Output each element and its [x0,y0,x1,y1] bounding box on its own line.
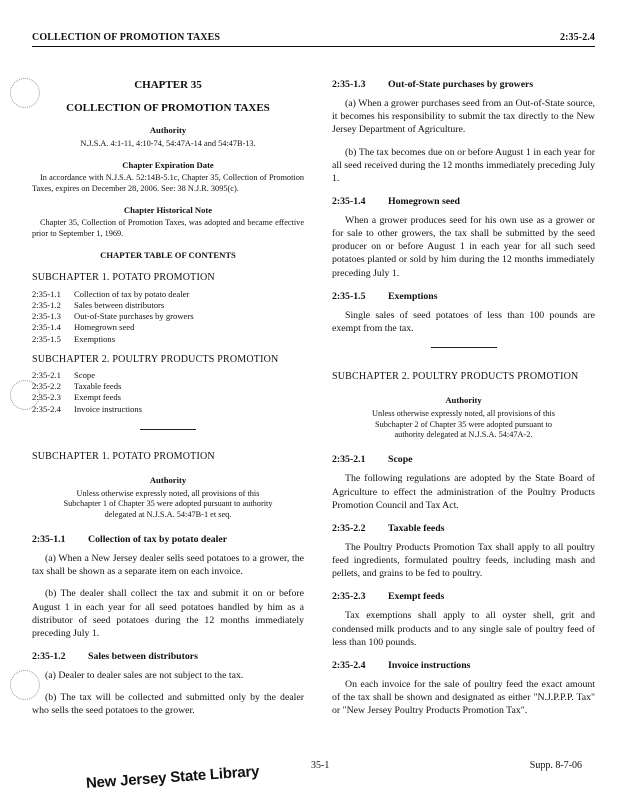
toc-item-title: Exemptions [74,333,116,344]
section-number: 2:35-1.5 [332,290,366,302]
toc-item [32,300,304,311]
supplement-date: Supp. 8-7-06 [529,760,582,771]
toc-item-num: 2:35-2.4 [32,403,61,414]
section-paragraph: (a) Dealer to dealer sales are not subject to the tax. [45,670,244,682]
left-column [32,72,304,726]
toc-item-title: Sales between distributors [74,300,165,310]
section-2-35-2-2 [332,522,595,581]
section-number: 2:35-2.2 [332,522,366,534]
section-number: 2:35-2.1 [332,454,366,466]
expiration-text: In accordance with N.J.S.A. 52:14B-5.1c, Chapter 35, Collection of Promotion Taxes, expires on December 28, 2006. See: 38 N.J.R. 3095(c). [32,173,304,194]
toc-label: CHAPTER TABLE OF CONTENTS [100,249,236,260]
toc-item [32,370,304,381]
section-2-35-1-5 [332,290,595,335]
section-title: Exempt feeds [388,591,445,603]
section-2-35-2-1 [332,453,595,512]
toc-item [32,289,304,300]
section-2-35-2-3 [332,590,595,649]
section-number: 2:35-1.4 [332,195,366,207]
section-title: Invoice instructions [388,659,471,671]
section-title: Out-of-State purchases by growers [388,79,534,90]
section-title: Exemptions [388,290,438,302]
divider [431,347,497,348]
section-paragraph: (a) When a New Jersey dealer sells seed potatoes to a grower, the tax shall be shown as a separate item on each invoice. [32,553,304,578]
toc-subchapter-2 [32,353,304,415]
subchapter-1-authority-label: Authority [149,475,187,486]
toc-item [32,334,304,345]
toc-item [32,404,304,415]
toc-item-title: Scope [74,370,96,381]
toc-item-num: 2:35-2.2 [32,381,61,392]
section-2-35-1-4 [332,195,595,280]
subchapter-2-authority-text: Unless otherwise expressly noted, all provisions of this Subchapter 2 of Chapter 35 were adopted pursuant to authority delegated at N.J.S.A. 54:47A-2. [372,408,555,440]
section-paragraph: (b) The tax will be collected and submitted only by the dealer who sells the seed potatoes to the grower. [32,692,304,717]
section-number: 2:35-2.3 [332,591,366,603]
toc-item [32,392,304,403]
authority-label: Authority [149,125,187,136]
toc-item-num: 2:35-2.1 [32,370,61,381]
section-paragraph: (b) The dealer shall collect the tax and submit it on or before August 1 in each year for all seed potatoes handled by him as a distributor of seed potatoes during the 12 months immediately preceding July 1. [32,588,304,639]
toc-item-num: 2:35-2.3 [32,392,61,403]
toc-item-title: Exempt feeds [74,392,122,403]
running-header-section: 2:35-2.4 [560,32,595,43]
section-title: Scope [388,454,413,466]
toc-item-title: Homegrown seed [74,322,135,333]
section-2-35-1-3 [332,78,595,185]
toc-item-num: 2:35-1.5 [32,333,61,344]
section-paragraph: (b) The tax becomes due on or before August 1 in each year for all seed received during the 12 months immediately preceding July 1. [332,146,595,184]
section-paragraph: When a grower produces seed for his own use as a grower or for sale to other growers, the tax shall be submitted by the seed producer on or before August 1 in each year for all such seed potatoes planted or sold by him during the 12 months immediately preceding July 1. [332,215,595,279]
section-2-35-1-2 [32,650,304,718]
toc-subchapter-heading: SUBCHAPTER 2. POULTRY PRODUCTS PROMOTION [32,353,279,365]
chapter-number: CHAPTER 35 [134,79,202,91]
toc-item-num: 2:35-1.1 [32,288,61,299]
toc-item [32,322,304,333]
toc-item-num: 2:35-1.4 [32,322,61,333]
history-label: Chapter Historical Note [123,204,213,215]
section-number: 2:35-1.2 [32,650,66,662]
section-number: 2:35-1.3 [332,79,366,90]
section-number: 2:35-1.1 [32,534,66,546]
running-header [32,30,595,47]
section-title: Taxable feeds [388,522,445,534]
subchapter-2-authority-label: Authority [445,395,482,406]
chapter-title: COLLECTION OF PROMOTION TAXES [66,101,270,114]
divider [140,429,196,430]
section-paragraph: Tax exemptions shall apply to all oyster shell, grit and condensed milk products and to any single sale of poultry feed of less than 100 pounds. [332,610,595,648]
toc-item-num: 2:35-1.3 [32,311,61,322]
section-paragraph: The following regulations are adopted by the State Board of Agriculture to effect the administration of the Poultry Products Promotion Council and Tax Act. [332,473,595,511]
toc-item-title: Invoice instructions [74,403,143,414]
subchapter-1-heading: SUBCHAPTER 1. POTATO PROMOTION [32,450,215,462]
running-header-title: COLLECTION OF PROMOTION TAXES [32,32,221,43]
section-title: Sales between distributors [88,650,198,662]
section-2-35-1-1 [32,533,304,640]
section-paragraph: The Poultry Products Promotion Tax shall apply to all poultry feed ingredients, formulated poultry feeds, including mash and pellets, and grains to be fed to poultry. [332,541,595,580]
subchapter-1-authority-text: Unless otherwise expressly noted, all provisions of this Subchapter 1 of Chapter 35 were adopted pursuant to authority delegated at N.J.S.A. 54:47B-1 et seq. [63,488,273,520]
right-column [332,72,595,726]
toc-subchapter-1 [32,271,304,344]
toc-item-title: Out-of-State purchases by growers [74,311,194,322]
subchapter-2-heading: SUBCHAPTER 2. POULTRY PRODUCTS PROMOTION [332,371,579,382]
section-title: Homegrown seed [388,195,460,207]
authority-text: N.J.S.A. 4:1-11, 4:10-74, 54:47A-14 and 54:47B-13. [80,138,256,148]
section-title: Collection of tax by potato dealer [88,534,228,546]
toc-item-title: Collection of tax by potato dealer [74,288,190,299]
toc-item [32,311,304,322]
toc-subchapter-heading: SUBCHAPTER 1. POTATO PROMOTION [32,272,215,284]
toc-item [32,381,304,392]
section-paragraph: On each invoice for the sale of poultry feed the exact amount of the tax shall be shown and designated as either "N.J.P.P.P. Tax" or "New Jersey Poultry Products Promotion Tax". [332,678,595,717]
toc-item-num: 2:35-1.2 [32,300,61,310]
page-number: 35-1 [311,760,330,771]
expiration-label: Chapter Expiration Date [122,159,214,170]
toc-item-title: Taxable feeds [74,381,122,392]
section-paragraph: Single sales of seed potatoes of less than 100 pounds are exempt from the tax. [332,309,595,334]
history-text: Chapter 35, Collection of Promotion Taxes, was adopted and became effective prior to September 1, 1969. [32,218,304,239]
section-paragraph: (a) When a grower purchases seed from an Out-of-State source, it becomes his responsibility to submit the tax directly to the New Jersey Department of Agriculture. [332,98,595,136]
section-number: 2:35-2.4 [332,659,366,671]
section-2-35-2-4 [332,659,595,718]
library-stamp: New Jersey State Library [85,762,260,792]
